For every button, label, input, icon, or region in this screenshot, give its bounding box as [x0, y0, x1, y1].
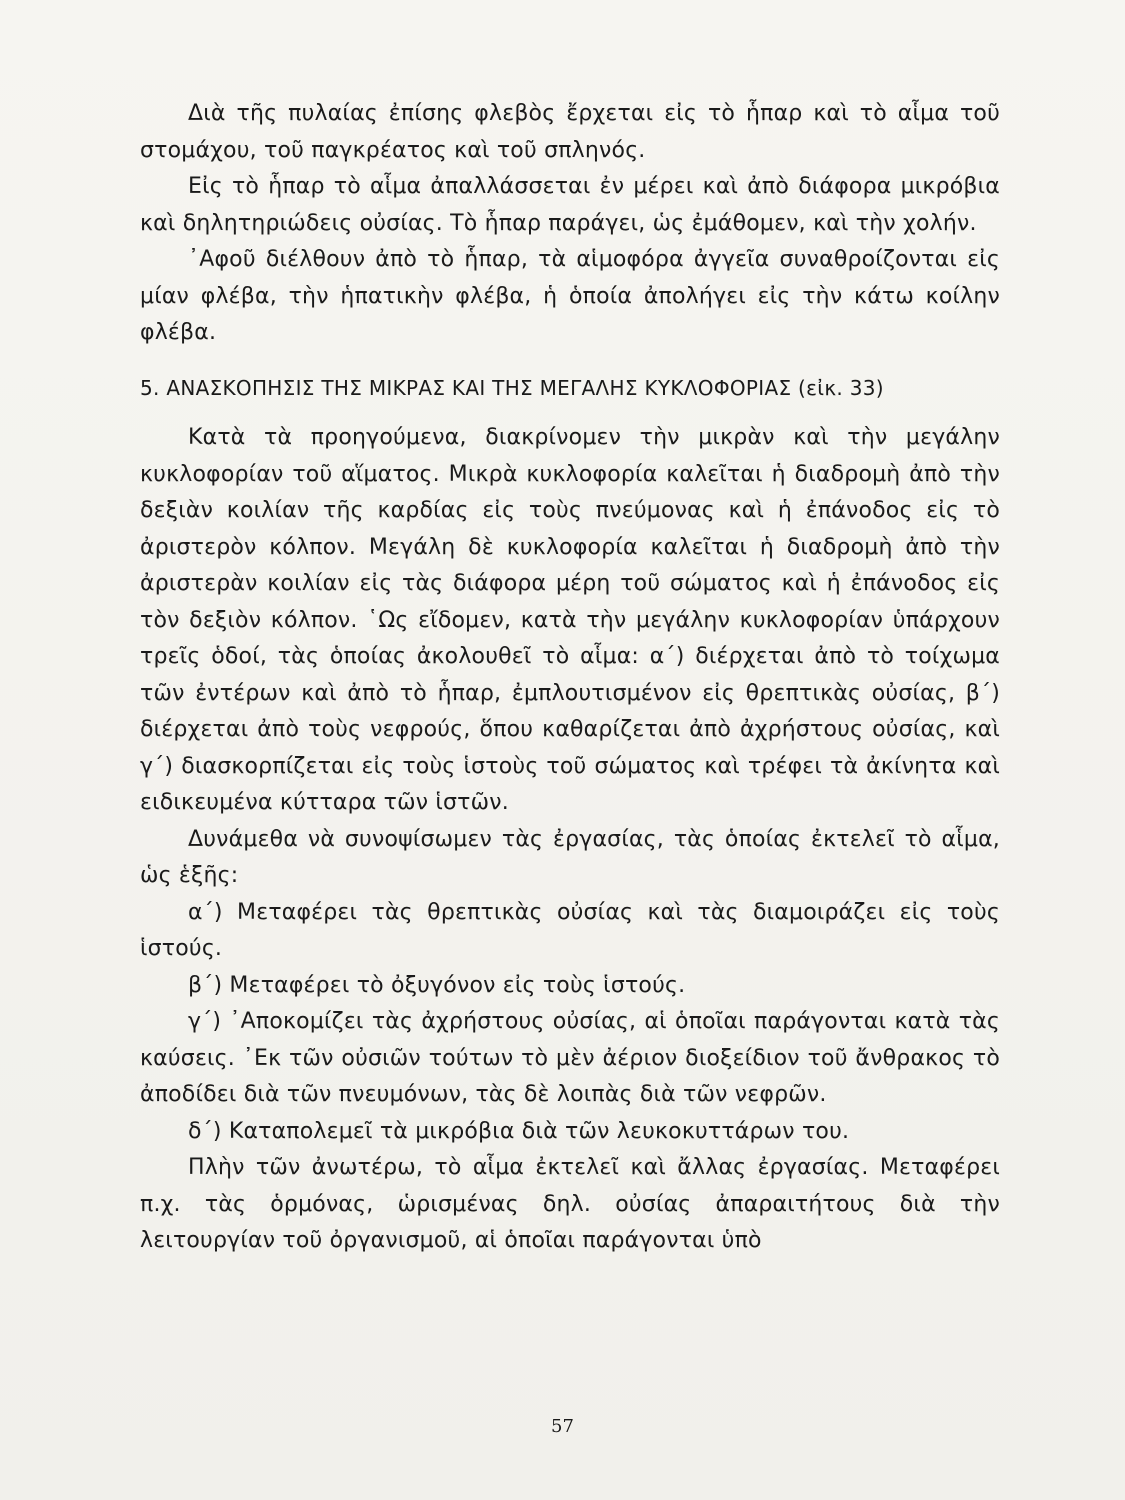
section-heading: 5. ΑΝΑΣΚΟΠΗΣΙΣ ΤΗΣ ΜΙΚΡΑΣ ΚΑΙ ΤΗΣ ΜΕΓΑΛΗΣ ΚΥΚΛΟΦΟΡΙΑΣ (εἰκ. 33) [140, 375, 884, 400]
page-number: 57 [551, 1416, 574, 1437]
page-text-block [140, 96, 1000, 1260]
paragraph-liver-function: Εἰς τὸ ἧπαρ τὸ αἷμα ἀπαλλάσσεται ἐν μέρει καὶ ἀπὸ διάφορα μικρόβια καὶ δηλητηριώδεις οὐσίας. Τὸ ἧπαρ παράγει, ὡς ἐμάθομεν, καὶ τὴν χολήν. [140, 174, 1000, 236]
list-item-d: δ΄) Καταπολεμεῖ τὰ μικρόβια διὰ τῶν λευκοκυττάρων του. [188, 1118, 850, 1144]
paragraph-summary-intro: Δυνάμεθα νὰ συνοψίσωμεν τὰς ἐργασίας, τὰς ὁποίας ἐκτελεῖ τὸ αἷμα, ὡς ἑξῆς: [140, 826, 1000, 888]
paragraph-hepatic-vein: ᾿Αφοῦ διέλθουν ἀπὸ τὸ ἧπαρ, τὰ αἱμοφόρα ἀγγεῖα συναθροίζονται εἰς μίαν φλέβα, τὴν ἡπατικὴν φλέβα, ἡ ὁποία ἀπολήγει εἰς τὴν κάτω κοίλην φλέβα. [140, 247, 1000, 345]
list-item-b: β΄) Μεταφέρει τὸ ὀξυγόνον εἰς τοὺς ἱστούς. [188, 972, 686, 998]
list-item-c: γ΄) ᾿Αποκομίζει τὰς ἀχρήστους οὐσίας, αἱ ὁποῖαι παράγονται κατὰ τὰς καύσεις. ᾿Εκ τῶν οὐσιῶν τούτων τὸ μὲν ἀέριον διοξείδιον τοῦ ἄνθρακος τὸ ἀποδίδει διὰ τῶν πνευμόνων, τὰς δὲ λοιπὰς διὰ τῶν νεφρῶν. [140, 1009, 1000, 1107]
paragraph-other-functions: Πλὴν τῶν ἀνωτέρω, τὸ αἷμα ἐκτελεῖ καὶ ἄλλας ἐργασίας. Μεταφέρει π.χ. τὰς ὁρμόνας, ὡρισμένας δηλ. οὐσίας ἀπαραιτήτους διὰ τὴν λειτουργίαν τοῦ ὀργανισμοῦ, αἱ ὁποῖαι παράγονται ὑπὸ [140, 1155, 1000, 1253]
paragraph-circulation-overview: Κατὰ τὰ προηγούμενα, διακρίνομεν τὴν μικρὰν καὶ τὴν μεγάλην κυκλοφορίαν τοῦ αἵματος. Μικρὰ κυκλοφορία καλεῖται ἡ διαδρομὴ ἀπὸ τὴν δεξιὰν κοιλίαν τῆς καρδίας εἰς τοὺς πνεύμονας καὶ ἡ ἐπάνοδος εἰς τὸ ἀριστερὸν κόλπον. Μεγάλη δὲ κυκλοφορία καλεῖται ἡ διαδρομὴ ἀπὸ τὴν ἀριστερὰν κοιλίαν εἰς τὰς διάφορα μέρη τοῦ σώματος καὶ ἡ ἐπάνοδος εἰς τὸν δεξιὸν κόλπον. ῾Ως εἴδομεν, κατὰ τὴν μεγάλην κυκλοφορίαν ὑπάρχουν τρεῖς ὁδοί, τὰς ὁποίας ἀκολουθεῖ τὸ αἷμα: α΄) διέρχεται ἀπὸ τὸ τοίχωμα τῶν ἐντέρων καὶ ἀπὸ τὸ ἧπαρ, ἐμπλουτισμένον εἰς θρεπτικὰς οὐσίας, β΄) διέρχεται ἀπὸ τοὺς νεφρούς, ὅπου καθαρίζεται ἀπὸ ἀχρήστους οὐσίας, καὶ γ΄) διασκορπίζεται εἰς τοὺς ἱστοὺς τοῦ σώματος καὶ τρέφει τὰ ἀκίνητα καὶ ειδικευμένα κύτταρα τῶν ἱστῶν. [140, 425, 1000, 815]
list-item-a: α΄) Μεταφέρει τὰς θρεπτικὰς οὐσίας καὶ τὰς διαμοιράζει εἰς τοὺς ἱστούς. [140, 899, 1000, 961]
paragraph-portal-vein: Διὰ τῆς πυλαίας ἐπίσης φλεβὸς ἔρχεται εἰς τὸ ἧπαρ καὶ τὸ αἷμα τοῦ στομάχου, τοῦ παγκρέατος καὶ τοῦ σπληνός. [140, 101, 1000, 163]
